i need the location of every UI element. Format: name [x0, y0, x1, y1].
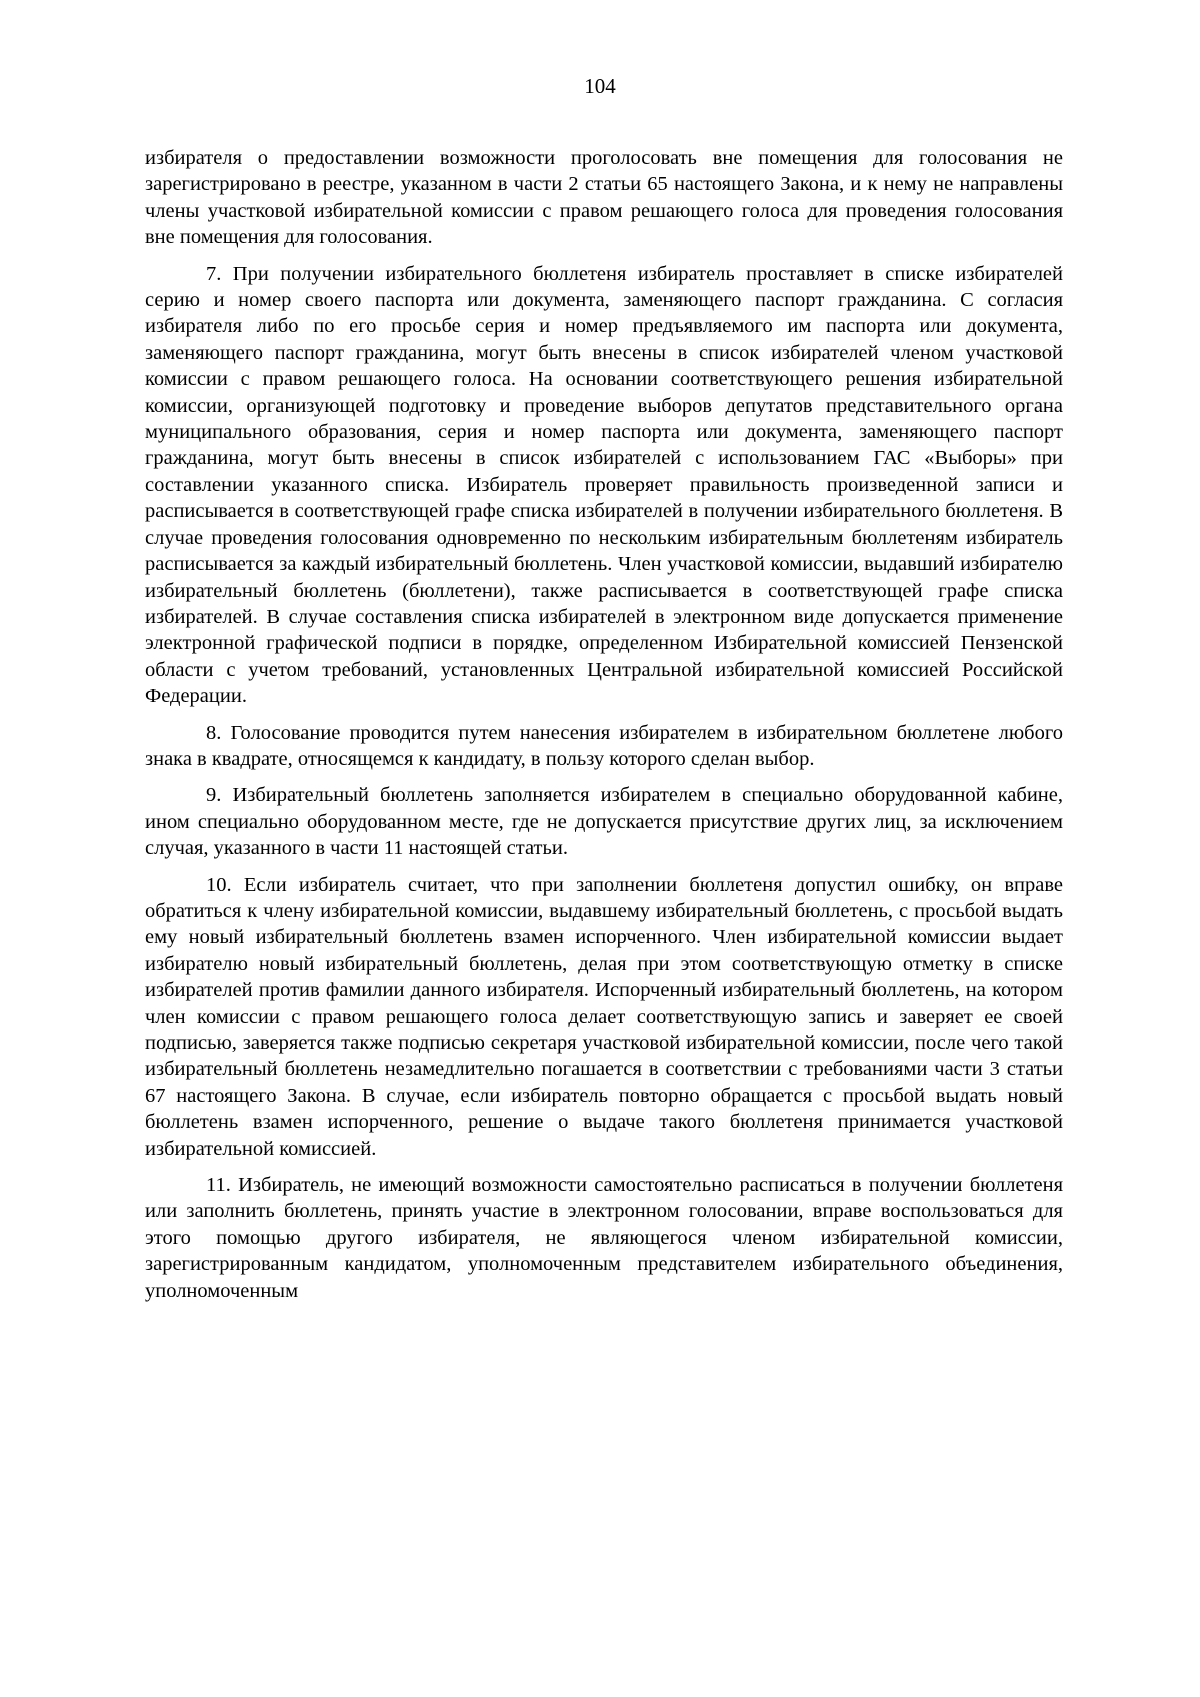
paragraph-9: 9. Избирательный бюллетень заполняется избирателем в специально оборудованной кабине, ином специально оборудованном месте, где не допускается присутствие других лиц, за исключением случая, указанного в части 11 настоящей статьи. [145, 784, 1063, 860]
paragraph-7: 7. При получении избирательного бюллетеня избиратель проставляет в списке избирателей серию и номер своего паспорта или документа, заменяющего паспорт гражданина. С согласия избирателя либо по его просьбе серия и номер предъявляемого им паспорта или документа, заменяющего паспорт гражданина, могут быть внесены в список избирателей членом участковой комиссии с правом решающего голоса. На основании соответствующего решения избирательной комиссии, организующей подготовку и проведение выборов депутатов представительного органа муниципального образования, серия и номер паспорта или документа, заменяющего паспорт гражданина, могут быть внесены в список избирателей с использованием ГАС «Выборы» при составлении указанного списка. Избиратель проверяет правильность произведенной записи и расписывается в соответствующей графе списка избирателей в получении избирательного бюллетеня. В случае проведения голосования одновременно по нескольким избирательным бюллетеням избиратель расписывается за каждый избирательный бюллетень. Член участковой комиссии, выдавший избирателю избирательный бюллетень (бюллетени), также расписывается в соответствующей графе списка избирателей. В случае составления списка избирателей в электронном виде допускается применение электронной графической подписи в порядке, определенном Избирательной комиссией Пензенской области с учетом требований, установленных Центральной избирательной комиссией Российской Федерации. [145, 262, 1063, 708]
paragraph-11: 11. Избиратель, не имеющий возможности самостоятельно расписаться в получении бюллетеня или заполнить бюллетень, принять участие в электронном голосовании, вправе воспользоваться для этого помощью другого избирателя, не являющегося членом избирательной комиссии, зарегистрированным кандидатом, уполномоченным представителем избирательного объединения, уполномоченным [145, 1174, 1063, 1302]
paragraph-10: 10. Если избиратель считает, что при заполнении бюллетеня допустил ошибку, он вправе обратиться к члену избирательной комиссии, выдавшему избирательный бюллетень, с просьбой выдать ему новый избирательный бюллетень взамен испорченного. Член избирательной комиссии выдает избирателю новый избирательный бюллетень, делая при этом соответствующую отметку в списке избирателей против фамилии данного избирателя. Испорченный избирательный бюллетень, на котором член комиссии с правом решающего голоса делает соответствующую запись и заверяет ее своей подписью, заверяется также подписью секретаря участковой избирательной комиссии, после чего такой избирательный бюллетень незамедлительно погашается в соответствии с требованиями части 3 статьи 67 настоящего Закона. В случае, если избиратель повторно обращается с просьбой выдать новый бюллетень взамен испорченного, решение о выдаче такого бюллетеня принимается участковой избирательной комиссией. [145, 873, 1063, 1160]
paragraph-8: 8. Голосование проводится путем нанесения избирателем в избирательном бюллетене любого знака в квадрате, относящемся к кандидату, в пользу которого сделан выбор. [145, 721, 1063, 770]
document-body [145, 145, 1063, 1314]
page-number: 104 [584, 74, 616, 98]
paragraph-continuation: избирателя о предоставлении возможности проголосовать вне помещения для голосования не зарегистрировано в реестре, указанном в части 2 статьи 65 настоящего Закона, и к нему не направлены члены участковой избирательной комиссии с правом решающего голоса для проведения голосования вне помещения для голосования. [145, 147, 1063, 249]
